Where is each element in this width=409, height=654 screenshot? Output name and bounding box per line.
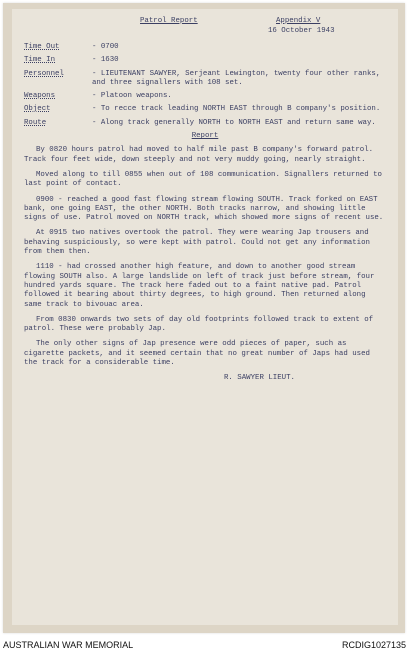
patrol-report-document — [24, 17, 386, 615]
report-paragraph: By 0820 hours patrol had moved to half mile past B company's forward patrol. Track four feet wide, down steeply and not very muddy going, nearly straight. — [24, 146, 374, 164]
field-route — [24, 119, 386, 128]
field-object — [24, 105, 386, 114]
field-value: - LIEUTENANT SAWYER, Serjeant Lewington, twenty four other ranks, and three signallers with 108 set. — [92, 69, 381, 87]
report-paragraph: From 0830 onwards two sets of day old footprints followed track to extent of patrol. These were probably Jap. — [24, 315, 374, 334]
archive-id: RCDIG1027135 — [341, 640, 406, 650]
archive-footer — [0, 637, 409, 654]
report-paragraph: Moved along to till 0855 when out of 108 communication. Signallers returned to last point of contact. — [24, 170, 382, 189]
field-label: Time In — [24, 56, 56, 65]
field-weapons — [24, 92, 386, 101]
report-date: 16 October 1943 — [268, 27, 335, 35]
field-label: Weapons — [24, 92, 56, 101]
field-value: - Along track generally NORTH to NORTH EAST and return same way. — [92, 118, 376, 127]
report-paragraph: At 0915 two natives overtook the patrol. They were wearing Jap trousers and behaving suspiciously, so were kept with patrol. Could not get any information from them then. — [24, 229, 370, 257]
field-time-in — [24, 56, 386, 65]
signature-row — [24, 374, 386, 384]
date-row — [24, 27, 386, 37]
header-row — [24, 17, 386, 27]
field-time-out — [24, 43, 386, 52]
appendix-label: Appendix V — [276, 17, 321, 25]
field-value: - 0700 — [92, 43, 119, 51]
field-label: Time Out — [24, 43, 60, 51]
field-value: - Platoon weapons. — [92, 92, 172, 101]
field-label: Personnel — [24, 69, 64, 78]
field-personnel — [24, 70, 386, 89]
paper-page — [12, 9, 398, 625]
archive-name: AUSTRALIAN WAR MEMORIAL — [3, 640, 134, 650]
report-paragraph: 1110 - had crossed another high feature, and down to another good stream flowing SOUTH also. A large landslide on left of track just before stream, four hundred yards square. The track here faded out to a faint native pad. Patrol followed it bearing about thirty degrees, to high ground. Then returned along same track to bivouac area. — [24, 263, 375, 309]
signature: R. SAWYER LIEUT. — [224, 374, 295, 383]
field-value: - 1630 — [92, 56, 119, 65]
report-paragraph: 0900 - reached a good fast flowing stream flowing SOUTH. Track forked on EAST bank, one going EAST, the other NORTH. Both tracks narrow, and showing little signs of use. Patrol moved on NORTH track, which showed more signs of recent use. — [24, 195, 384, 223]
report-title: Patrol Report — [140, 17, 198, 25]
field-label: Object — [24, 105, 51, 114]
report-paragraph: The only other signs of Jap presence were odd pieces of paper, such as cigarette packets, and it seemed certain that no great number of Japs had used the track for a considerable time. — [24, 340, 370, 368]
field-label: Route — [24, 118, 47, 127]
document-sheet — [3, 3, 405, 633]
field-value: - To recce track leading NORTH EAST through B company's position. — [92, 105, 381, 114]
report-heading: Report — [191, 132, 219, 141]
